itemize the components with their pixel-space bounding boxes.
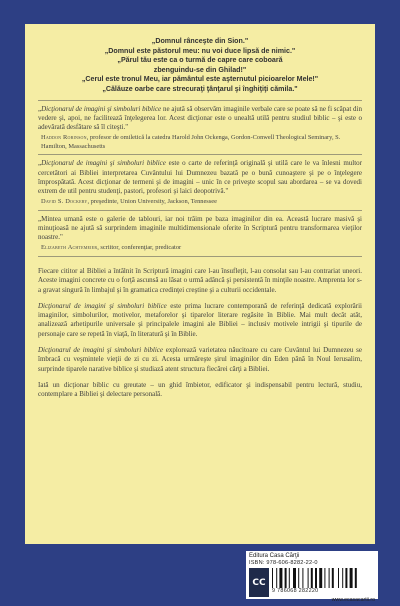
endorsement-quote: „Dicţionarul de imagini şi simboluri biblice ne ajută să observăm imaginile verbale care se poate să ne fi scăpat din vedere şi, apoi, ne facilitează înţelegerea lor. Acest dicţionar este o unealtă utilă pentru studiul biblic – şi este o adevărată desfătare să îl citeşti." bbox=[38, 104, 362, 131]
endorser-name: Elizabeth Achtemeier bbox=[41, 244, 98, 252]
publisher-name: Editura Casa Cărţii bbox=[249, 553, 300, 559]
publisher-logo-icon: CC bbox=[249, 568, 269, 597]
endorser-name: David S. Dockery bbox=[41, 198, 88, 206]
barcode-bar bbox=[289, 568, 290, 588]
endorsement-quote: „Mintea umană este o galerie de tablouri, iar noi trăim pe baza imaginilor din ea. Această lucrare masivă şi minuţioasă ne ajută să surprindem imaginile multidimensionale oferite în Scriptură pentru transformarea vieţilor noastre." bbox=[38, 214, 362, 242]
barcode-bar bbox=[350, 568, 353, 588]
barcode-bar bbox=[315, 568, 317, 588]
barcode-bar bbox=[276, 568, 277, 588]
text-panel bbox=[25, 24, 375, 544]
barcode-bar bbox=[285, 568, 287, 588]
endorsement-attribution: Elizabeth Achtemeier, scriitor, conferenţiar, predicator bbox=[41, 244, 182, 252]
book-title: Dicţionarul de imagini şi simboluri biblice bbox=[41, 104, 162, 113]
barcode-bar bbox=[308, 568, 309, 588]
description-paragraph: Dicţionarul de imagini şi simboluri biblice explorează varietatea năucitoare cu care Cuvântul lui Dumnezeu se îmbracă cu veşmintele vieţii de zi cu zi. Acesta urmăreşte şirul imaginilor din Eden până în Noul Ierusalim, surprinde tiparele narative biblice şi studiază atent structura fiecărei cărţi a Bibliei. bbox=[38, 346, 363, 373]
book-title: Dicţionarul de imagini şi simboluri biblice bbox=[38, 346, 164, 355]
barcode-bar bbox=[342, 568, 343, 588]
verse-line: „Părul tău este ca o turmă de capre care coboară bbox=[117, 56, 283, 65]
barcode-bar bbox=[311, 568, 313, 588]
verse-line: „Cerul este tronul Meu, iar pământul este aşternutul picioarelor Mele!" bbox=[81, 75, 319, 84]
publisher-website: www.ecasacartii.ro bbox=[331, 597, 375, 603]
barcode-number: 9 786068 282220 bbox=[272, 588, 319, 594]
publisher-box bbox=[246, 551, 378, 603]
description-paragraph: Fiecare cititor al Bibliei a întâlnit în Scriptură imagini care l-au însufleţit, l-au consolat sau l-au contrariat uneori. Aceste imagini concrete cu o forţă ascunsă au lăsat o urmă adâncă şi persistentă în minţile noastre. Amprenta lor s-a gravat singură în limbajul şi în gramatica credinţei creştine şi a culturii occidentale. bbox=[38, 266, 362, 294]
book-title: Dicţionarul de imagini şi simboluri biblice bbox=[41, 159, 166, 168]
description-paragraph: Iată un dicţionar biblic cu greutate – un ghid îmbietor, edificator şi indispensabil pentru lectură, studiu, contemplare a Bibliei şi delectare personală. bbox=[38, 380, 362, 399]
barcode-bar bbox=[338, 568, 339, 588]
verse-list bbox=[38, 37, 362, 95]
barcode-bar bbox=[302, 568, 303, 588]
divider bbox=[38, 154, 362, 155]
description-paragraph: Dicţionarul de imagini şi simboluri biblice este prima lucrare contemporană de referinţă dedicată explorării imaginilor, simbolurilor, motivelor, metaforelor şi tiparelor literare regăsite în Biblie. Mai mult decât atât, analizează arhetipurile universale şi principalele imagini ale Bibliei – inclusiv motivele intrigii şi tipurile de personaje care se repetă în viaţă, în literatură şi în Biblie. bbox=[38, 301, 363, 338]
divider bbox=[38, 210, 362, 211]
endorser-name: Haddon Robinson bbox=[41, 134, 87, 142]
isbn: ISBN: 978-606-8282-22-0 bbox=[249, 560, 318, 566]
barcode-bar bbox=[319, 568, 322, 588]
barcode-bar bbox=[329, 568, 330, 588]
endorsement-quote: „Dicţionarul de imagini şi simboluri biblice este o carte de referinţă originală şi utilă care le va înlesni multor cercetători ai Bibliei interpretarea Cuvântului lui Dumnezeu bazată pe o bună cunoaştere şi pe o înţelegere împrospătată. Acest dicţionar de termeni şi de imagini – unic în ce priveşte scopul sau abordarea – se va dovedi extrem de util pentru studenţi, pastori, profesori şi laici deopotrivă." bbox=[38, 159, 363, 195]
barcode-bar bbox=[279, 568, 282, 588]
verse-line: zbenguindu-se din Ghilad!" bbox=[153, 65, 247, 74]
barcode-bar bbox=[272, 568, 273, 588]
verse-line: „Domnul rânceşte din Sion." bbox=[151, 37, 249, 45]
verse-line: „Călăuze oarbe care strecuraţi ţânţarul şi înghiţiţi cămila." bbox=[102, 84, 298, 93]
endorsement-attribution: Haddon Robinson, profesor de omiletică la catedra Harold John Ockenga, Gordon-Conwell Theological Seminary, S. Hamilton, Massachusetts bbox=[41, 134, 341, 150]
book-title: Dicţionarul de imagini şi simboluri biblice bbox=[38, 301, 167, 310]
endorsement-attribution: David S. Dockery, preşedinte, Union University, Jackson, Tennessee bbox=[41, 198, 217, 206]
barcode-bar bbox=[293, 568, 296, 588]
divider bbox=[38, 100, 362, 101]
barcode-icon bbox=[272, 568, 374, 588]
barcode-bar bbox=[355, 568, 357, 588]
divider bbox=[38, 256, 362, 257]
barcode-bar bbox=[345, 568, 347, 588]
barcode-bar bbox=[298, 568, 299, 588]
barcode-bar bbox=[324, 568, 325, 588]
barcode-bar bbox=[332, 568, 334, 588]
verse-line: „Domnul este păstorul meu: nu voi duce lipsă de nimic." bbox=[104, 46, 296, 55]
